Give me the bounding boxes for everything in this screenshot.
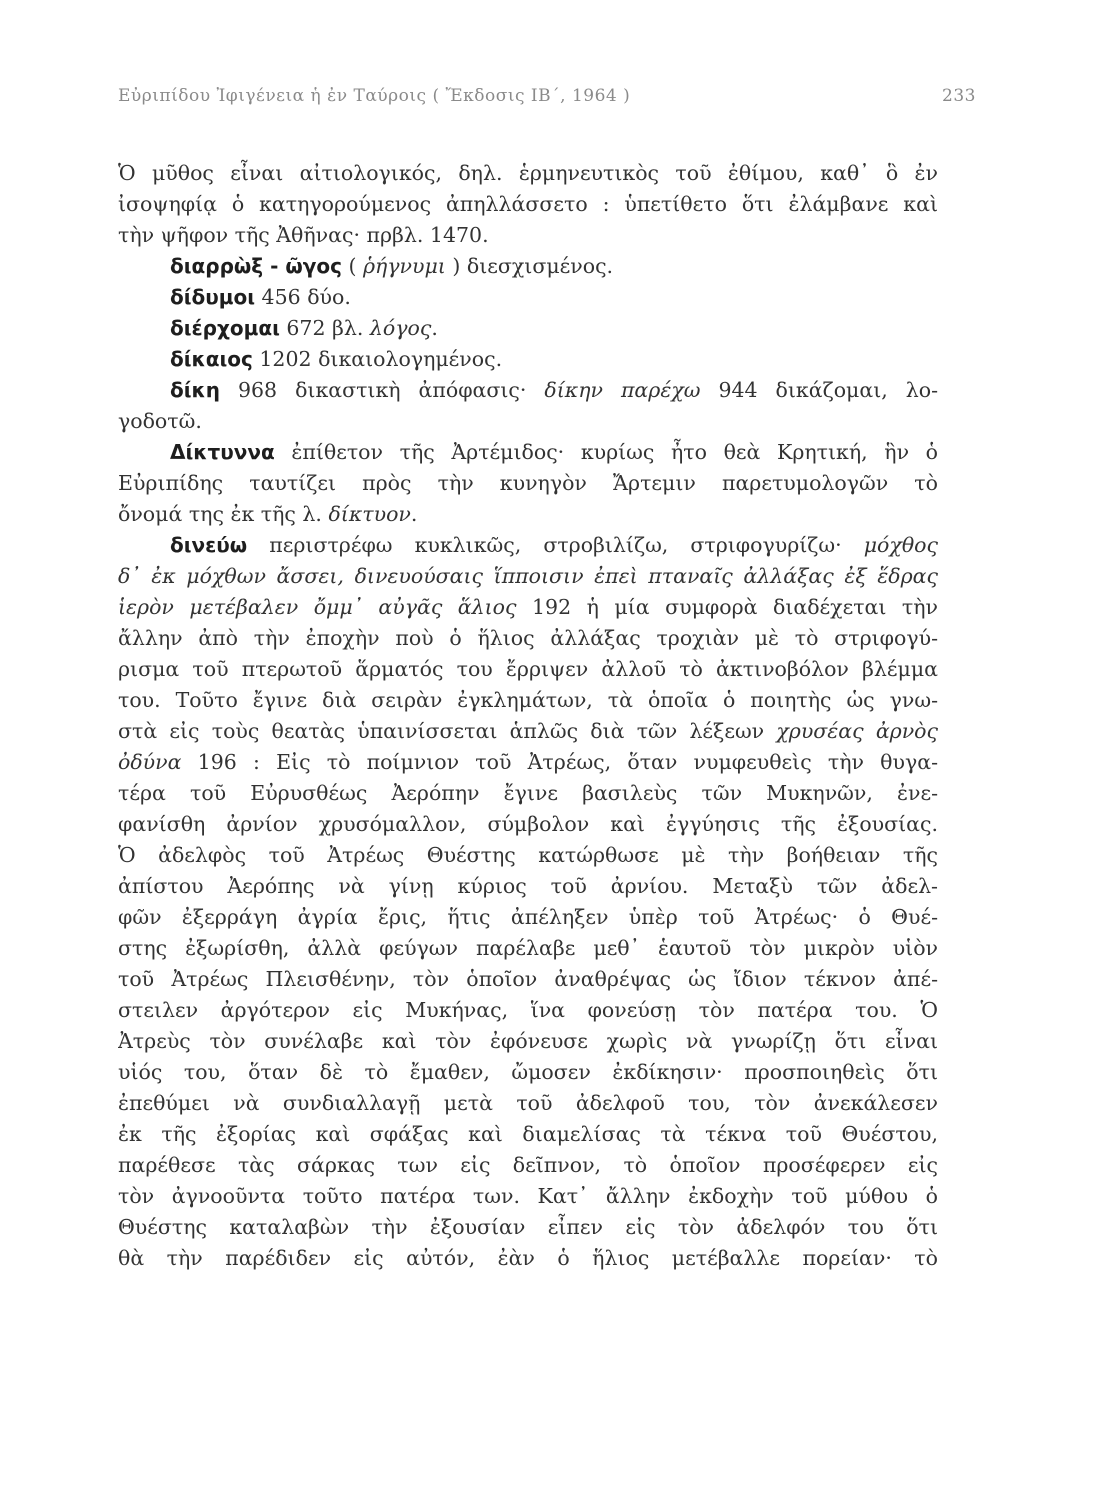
text-run: στης ἐξωρίσθη, ἀλλὰ φεύγων παρέλαβε μεθ᾽ ἑαυτοῦ τὸν μικρὸν υἱὸν [118, 936, 938, 960]
text-run: ) διεσχισμένος. [445, 254, 614, 278]
text-run: τὸν ἀγνοοῦντα τοῦτο πατέρα των. Κατ᾽ ἄλλην ἐκδοχὴν τοῦ μύθου ὁ [118, 1184, 938, 1208]
text-run: ἐπεθύμει νὰ συνδιαλλαγῇ μετὰ τοῦ ἀδελφοῦ του, τὸν ἀνεκάλεσεν [118, 1091, 938, 1115]
italic-quote: λόγος [369, 316, 432, 340]
italic-quote: δίκτυον [328, 502, 411, 526]
text-run: Ὁ ἀδελφὸς τοῦ Ἀτρέως Θυέστης κατώρθωσε μὲ τὴν βοήθειαν τῆς [118, 843, 938, 867]
text-line [118, 1026, 938, 1057]
text-run: 1202 δικαιολογημένος. [252, 347, 503, 371]
text-line [118, 871, 938, 902]
running-header [118, 86, 976, 106]
text-run: φῶν ἐξερράγη ἀγρία ἔρις, ἥτις ἀπέληξεν ὑπὲρ τοῦ Ἀτρέως· ὁ Θυέ- [118, 905, 938, 929]
text-line [118, 716, 938, 747]
text-line [118, 561, 938, 592]
text-run: Ἀτρεὺς τὸν συνέλαβε καὶ τὸν ἐφόνευσε χωρὶς νὰ γνωρίζῃ ὅτι εἶναι [118, 1029, 938, 1053]
text-run: Εὐριπίδης ταυτίζει πρὸς τὴν κυνηγὸν Ἄρτεμιν παρετυμολογῶν τὸ [118, 471, 938, 495]
text-line [118, 189, 938, 220]
text-line [118, 344, 938, 375]
text-run: 456 δύο. [255, 285, 351, 309]
headword: δίκη [170, 378, 220, 402]
text-line [118, 623, 938, 654]
headword: Δίκτυννα [170, 440, 275, 464]
text-line [118, 1243, 938, 1274]
text-run: . [431, 316, 438, 340]
text-line [118, 902, 938, 933]
text-run: ἰσοψηφίᾳ ὁ κατηγορούμενος ἀπηλλάσσετο : ὑπετίθετο ὅτι ἐλάμβανε καὶ [118, 192, 938, 216]
text-run: 944 δικάζομαι, λο- [700, 378, 938, 402]
text-line [118, 251, 938, 282]
text-run: 192 ἡ μία συμφορὰ διαδέχεται τὴν [516, 595, 938, 619]
text-line [118, 964, 938, 995]
text-run: στὰ εἰς τοὺς θεατὰς ὑπαινίσσεται ἁπλῶς διὰ τῶν λέξεων [118, 719, 777, 743]
text-line [118, 840, 938, 871]
text-line [118, 1181, 938, 1212]
text-run: του. Τοῦτο ἔγινε διὰ σειρὰν ἐγκλημάτων, τὰ ὁποῖα ὁ ποιητὴς ὡς γνω- [118, 688, 938, 712]
text-line [118, 747, 938, 778]
text-run: Ὁ μῦθος εἶναι αἰτιολογικός, δηλ. ἑρμηνευτικὸς τοῦ ἐθίμου, καθ᾽ ὃ ἐν [118, 161, 938, 185]
text-run: ( [341, 254, 363, 278]
headword: διαρρὼξ - ῶγος [170, 254, 342, 278]
text-line [118, 499, 938, 530]
headword: δίδυμοι [170, 285, 256, 309]
text-run: 196 : Εἰς τὸ ποίμνιον τοῦ Ἀτρέως, ὅταν νυμφευθεὶς τὴν θυγα- [181, 750, 938, 774]
text-run: τέρα τοῦ Εὐρυσθέως Ἀερόπην ἔγινε βασιλεὺς τῶν Μυκηνῶν, ἐνε- [118, 781, 938, 805]
text-line [118, 375, 938, 406]
text-run: ἐπίθετον τῆς Ἀρτέμιδος· κυρίως ἦτο θεὰ Κρητική, ἣν ὁ [274, 440, 938, 464]
text-line [118, 406, 938, 437]
text-line [118, 592, 938, 623]
text-run: θὰ τὴν παρέδιδεν εἰς αὐτόν, ἐὰν ὁ ἥλιος μετέβαλλε πορείαν· τὸ [118, 1246, 938, 1270]
text-run: ἀπίστου Ἀερόπης νὰ γίνῃ κύριος τοῦ ἀρνίου. Μεταξὺ τῶν ἀδελ- [118, 874, 938, 898]
text-line [118, 809, 938, 840]
text-run: υἱός του, ὅταν δὲ τὸ ἔμαθεν, ὤμοσεν ἐκδίκησιν· προσποιηθεὶς ὅτι [118, 1060, 938, 1084]
text-run: παρέθεσε τὰς σάρκας των εἰς δεῖπνον, τὸ ὁποῖον προσέφερεν εἰς [118, 1153, 938, 1177]
italic-quote: ἱερὸν μετέβαλεν ὄμμ᾽ αὐγᾶς ἅλιος [118, 595, 517, 619]
text-line [118, 995, 938, 1026]
text-run: φανίσθη ἀρνίον χρυσόμαλλον, σύμβολον καὶ ἐγγύησις τῆς ἐξουσίας. [118, 812, 938, 836]
text-line [118, 530, 938, 561]
text-line [118, 437, 938, 468]
page-number: 233 [942, 86, 976, 106]
text-run: ἐκ τῆς ἐξορίας καὶ σφάξας καὶ διαμελίσας τὰ τέκνα τοῦ Θυέστου, [118, 1122, 938, 1146]
italic-quote: ὀδύνα [118, 750, 182, 774]
text-line [118, 282, 938, 313]
text-run: γοδοτῶ. [118, 409, 202, 433]
text-line [118, 1119, 938, 1150]
text-run: ὄνομά της ἐκ τῆς λ. [118, 502, 329, 526]
text-run: ἄλλην ἀπὸ τὴν ἐποχὴν ποὺ ὁ ἥλιος ἀλλάξας τροχιὰν μὲ τὸ στριφογύ- [118, 626, 938, 650]
text-run: περιστρέφω κυκλικῶς, στροβιλίζω, στριφογυρίζω· [247, 533, 864, 557]
text-run: 968 δικαστικὴ ἀπόφασις· [219, 378, 545, 402]
italic-quote: ῥήγνυμι [362, 254, 446, 278]
text-run: τὴν ψῆφον τῆς Ἀθῆνας· πρβλ. 1470. [118, 223, 489, 247]
text-line [118, 1057, 938, 1088]
text-line [118, 778, 938, 809]
italic-quote: δ᾽ ἐκ μόχθων ἄσσει, δινευούσαις ἵπποισιν ἐπεὶ πταναῖς ἀλλάξας ἐξ ἕδρας [118, 564, 938, 588]
italic-quote: μόχθος [863, 533, 938, 557]
text-run: τοῦ Ἀτρέως Πλεισθένην, τὸν ὁποῖον ἀναθρέψας ὡς ἴδιον τέκνον ἀπέ- [118, 967, 938, 991]
headword: δινεύω [170, 533, 248, 557]
text-line [118, 313, 938, 344]
italic-quote: χρυσέας ἀρνὸς [776, 719, 938, 743]
text-line [118, 1150, 938, 1181]
text-run: ρισμα τοῦ πτερωτοῦ ἅρματός του ἔρριψεν ἀλλοῦ τὸ ἀκτινοβόλον βλέμμα [118, 657, 938, 681]
text-line [118, 158, 938, 189]
text-run: . [410, 502, 418, 526]
text-line [118, 685, 938, 716]
text-line [118, 654, 938, 685]
text-run: στειλεν ἀργότερον εἰς Μυκήνας, ἵνα φονεύσῃ τὸν πατέρα του. Ὁ [118, 998, 938, 1022]
header-title: Εὐριπίδου Ἰφιγένεια ἡ ἐν Ταύροις ( Ἔκδοσις ΙΒ΄, 1964 ) [118, 86, 631, 106]
text-line [118, 1212, 938, 1243]
headword: δίκαιος [170, 347, 253, 371]
text-run: Θυέστης καταλαβὼν τὴν ἐξουσίαν εἶπεν εἰς τὸν ἀδελφόν του ὅτι [118, 1215, 938, 1239]
text-line [118, 933, 938, 964]
text-run: 672 βλ. [279, 316, 370, 340]
headword: διέρχομαι [170, 316, 280, 340]
body-text [118, 158, 938, 1274]
italic-quote: δίκην παρέχω [544, 378, 701, 402]
text-line [118, 468, 938, 499]
text-line [118, 220, 938, 251]
text-line [118, 1088, 938, 1119]
